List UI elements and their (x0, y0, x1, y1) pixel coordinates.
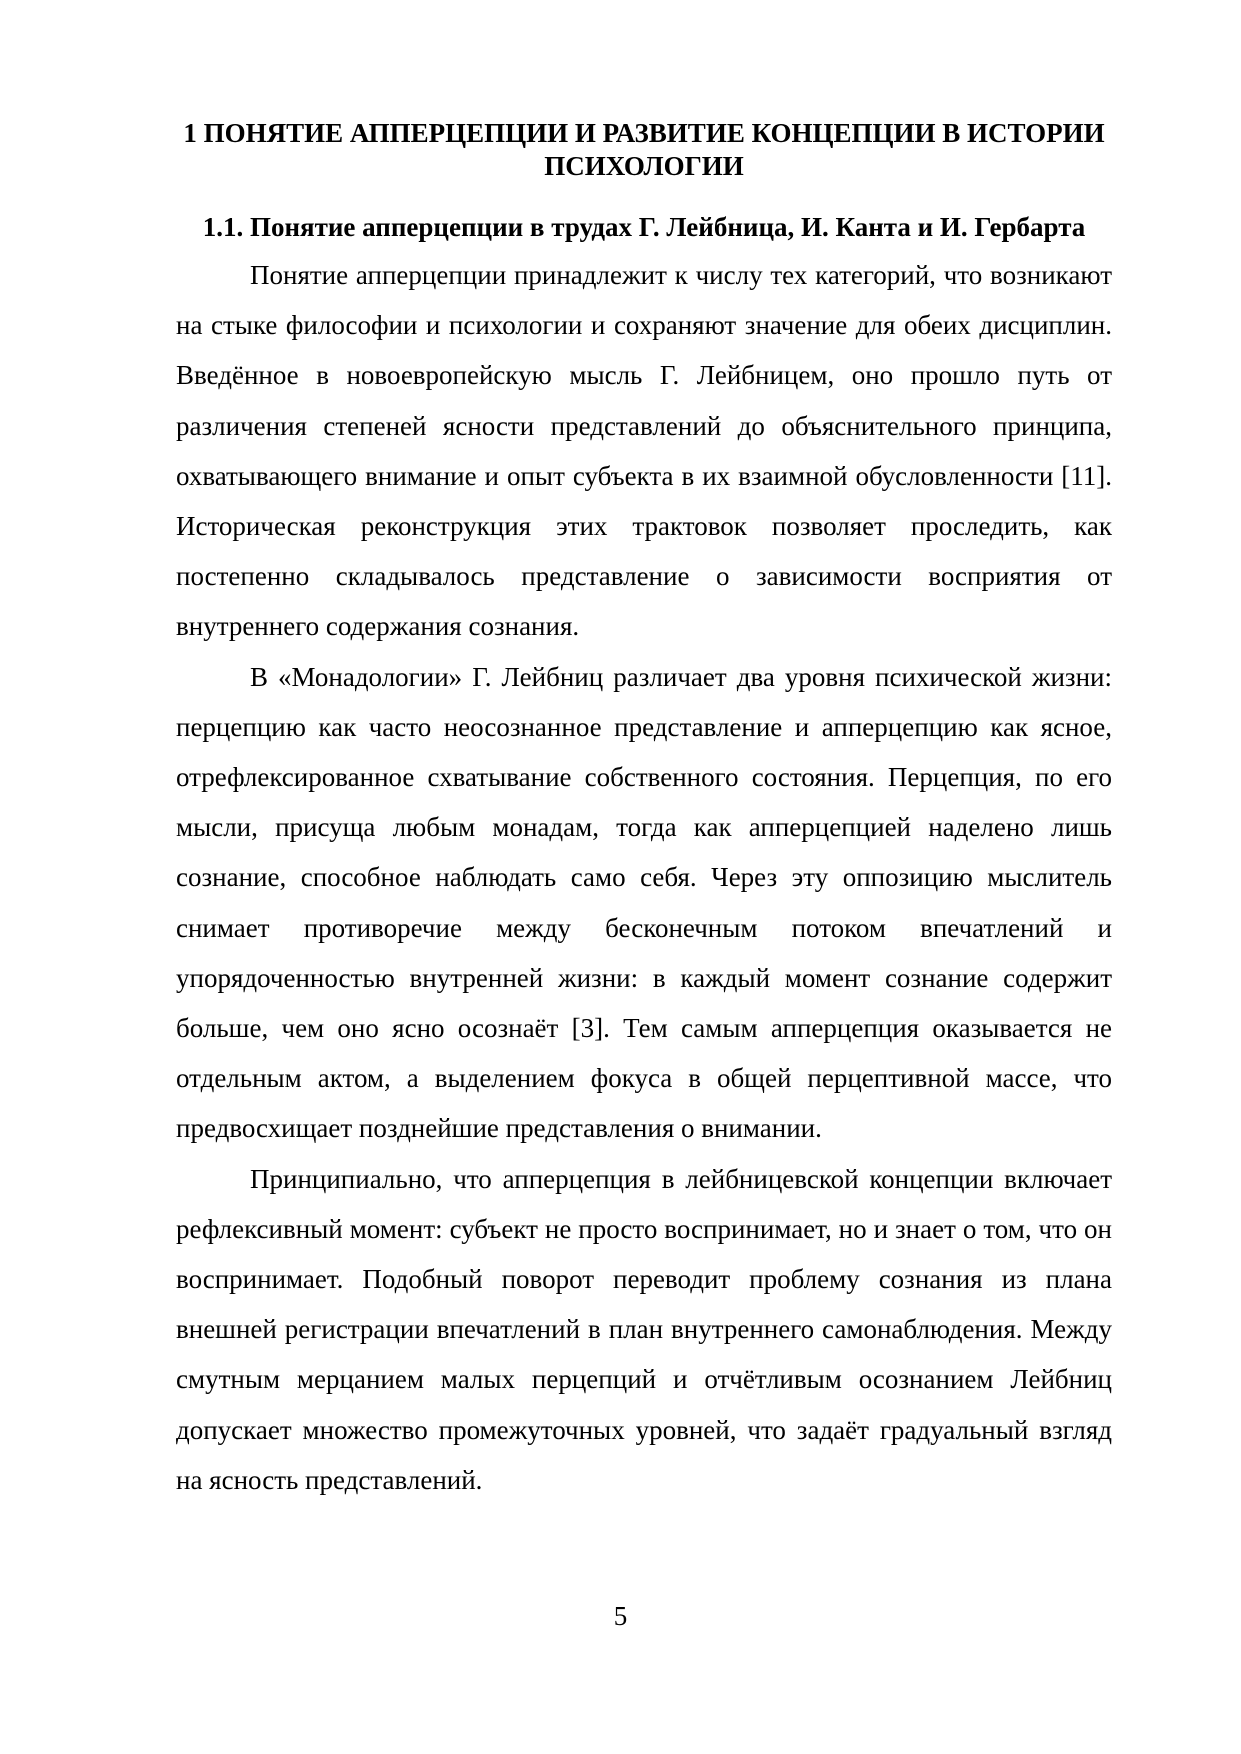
section-title: 1.1. Понятие апперцепции в трудах Г. Лейбница, И. Канта и И. Гербарта (202, 212, 1086, 242)
paragraph-2: В «Монадологии» Г. Лейбниц различает два уровня психической жизни: перцепцию как часто неосознанное представление и апперцепцию как ясное, отрефлексированное схватывание собственного состояния. Перцепция, по его мысли, присуща любым монадам, тогда как апперцепцией наделено лишь сознание, способное наблюдать само себя. Через эту оппозицию мыслитель снимает противоречие между бесконечным потоком впечатлений и упорядоченностью внутренней жизни: в каждый момент сознание содержит больше, чем оно ясно осознаёт [3]. Тем самым апперцепция оказывается не отдельным актом, а выделением фокуса в общей перцептивной массе, что предвосхищает позднейшие представления о внимании. (176, 661, 1112, 1144)
page-number: 5 (613, 1601, 628, 1631)
page-body (176, 112, 1112, 1505)
paragraph-3: Принципиально, что апперцепция в лейбницевской концепции включает рефлексивный момент: субъект не просто воспринимает, но и знает о том, что он воспринимает. Подобный поворот переводит проблему сознания из плана внешней регистрации впечатлений в план внутреннего самонаблюдения. Между смутным мерцанием малых перцепций и отчётливым осознанием Лейбниц допускает множество промежуточных уровней, что задаёт градуальный взгляд на ясность представлений. (176, 1163, 1112, 1495)
chapter-title: 1 ПОНЯТИЕ АППЕРЦЕПЦИИ И РАЗВИТИЕ КОНЦЕПЦИИ В ИСТОРИИ ПСИХОЛОГИИ (183, 118, 1105, 181)
paragraph-1: Понятие апперцепции принадлежит к числу тех категорий, что возникают на стыке философии и психологии и сохраняют значение для обеих дисциплин. Введённое в новоевропейскую мысль Г. Лейбницем, оно прошло путь от различения степеней ясности представлений до объяснительного принципа, охватывающего внимание и опыт субъекта в их взаимной обусловленности [11]. Историческая реконструкция этих трактовок позволяет проследить, как постепенно складывалось представление о зависимости восприятия от внутреннего содержания сознания. (176, 260, 1112, 642)
